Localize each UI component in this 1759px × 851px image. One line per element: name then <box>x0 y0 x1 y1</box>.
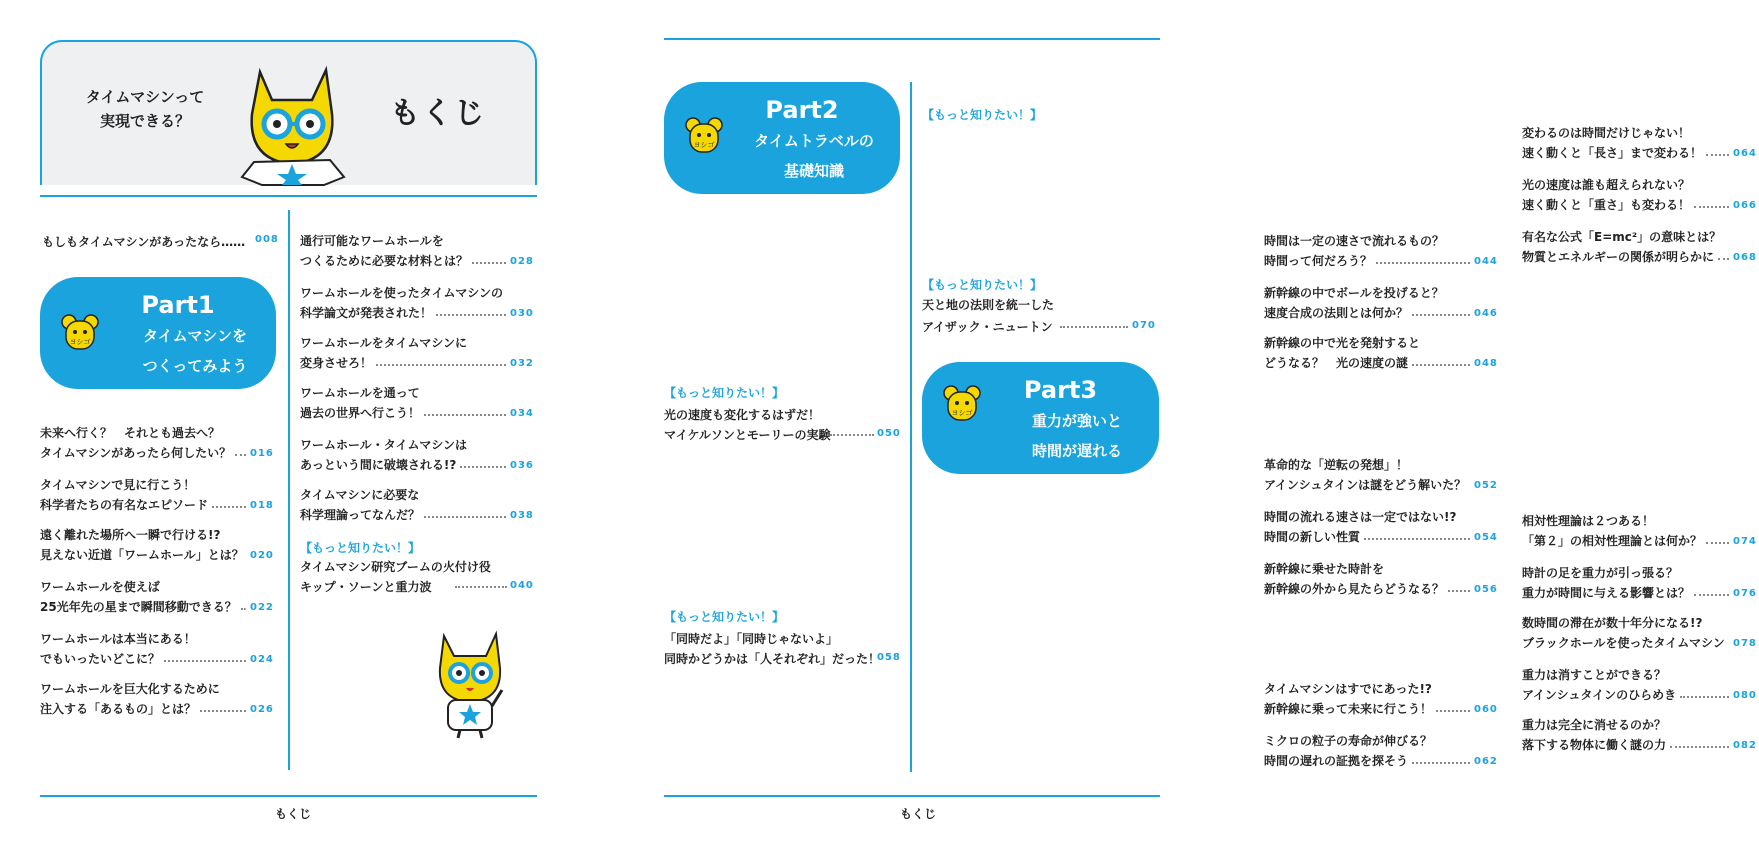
page-number: 050 <box>877 428 901 439</box>
part2-box <box>664 82 900 194</box>
part1-title-line2: つくってみよう <box>142 357 248 375</box>
toc-entry-line2: 注入する「あるもの」とは？ <box>40 702 197 716</box>
page-number: 044 <box>1474 256 1498 267</box>
toc-entry-line2: ブラックホールを使ったタイムマシン <box>1522 636 1725 650</box>
footer-line <box>40 795 537 797</box>
page-number: 046 <box>1474 308 1498 319</box>
toc-entry[interactable] <box>40 478 276 518</box>
svg-text:ヨシゴ: ヨシゴ <box>693 141 715 149</box>
toc-entry-line1: 相対性理論は２つある！ <box>1522 514 1655 528</box>
page-number: 078 <box>1733 638 1757 649</box>
toc-entry[interactable] <box>1522 718 1759 758</box>
toc-entry-line2: 時間って何だろう？ <box>1264 254 1373 268</box>
page-number: 054 <box>1474 532 1498 543</box>
column-divider <box>288 210 290 770</box>
dot-leader <box>1364 538 1470 540</box>
footer-label: もくじ <box>900 807 937 821</box>
toc-entry[interactable] <box>1522 178 1759 218</box>
dot-leader <box>1694 594 1729 596</box>
page-number: 062 <box>1474 756 1498 767</box>
toc-entry-line1: 重力は完全に消せるのか？ <box>1522 718 1667 732</box>
dot-leader <box>424 414 506 416</box>
more-line2: 同時かどうかは「人それぞれ」だった！ <box>664 652 881 666</box>
page-number: 060 <box>1474 704 1498 715</box>
toc-entry-line2: 科学論文が発表された！ <box>300 306 433 320</box>
page-number: 066 <box>1733 200 1757 211</box>
top-line <box>664 38 1160 40</box>
column-divider <box>910 82 912 772</box>
left-page <box>0 0 600 851</box>
page-number: 076 <box>1733 588 1757 599</box>
toc-entry-line2: 速く動くと「長さ」まで変わる！ <box>1522 146 1703 160</box>
toc-entry[interactable] <box>40 632 276 672</box>
toc-entry[interactable] <box>300 336 536 376</box>
toc-entry-line2: 科学者たちの有名なエピソード <box>40 498 209 512</box>
toc-entry[interactable] <box>40 682 276 722</box>
intro-entry <box>42 233 245 250</box>
toc-entry-line1: 重力は消すことができる？ <box>1522 668 1667 682</box>
page-number: 026 <box>250 704 274 715</box>
toc-entry-line2: 速く動くと「重さ」も変わる！ <box>1522 198 1691 212</box>
cat-mascot-icon <box>430 628 510 738</box>
dot-leader <box>830 434 874 436</box>
page-number: 028 <box>510 256 534 267</box>
toc-entry-line2: 物質とエネルギーの関係が明らかに <box>1522 250 1715 264</box>
dot-leader <box>1436 710 1470 712</box>
toc-entry[interactable] <box>1522 616 1759 656</box>
toc-entry-line1: ワームホールを通って <box>300 386 420 400</box>
dot-leader <box>1412 364 1470 366</box>
dot-leader <box>241 608 246 610</box>
toc-entry-line2: アインシュタインのひらめき <box>1522 688 1677 702</box>
part2-label: Part2 <box>765 96 839 124</box>
header-subtitle-line2: 実現できる？ <box>99 112 190 130</box>
toc-entry-line1: ワームホールを巨大化するために <box>40 682 220 696</box>
svg-text:ヨシゴ: ヨシゴ <box>951 409 973 417</box>
page-number: 040 <box>510 580 534 591</box>
part3-title-line2: 時間が遅れる <box>1031 442 1122 460</box>
more-heading: 【もっと知りたい！】 <box>922 278 1043 292</box>
toc-entry-line1: 有名な公式「E=mc²」の意味とは？ <box>1522 230 1722 244</box>
toc-entry-line1: ワームホール・タイムマシンは <box>300 438 467 452</box>
page-number: 056 <box>1474 584 1498 595</box>
toc-entry[interactable] <box>1264 734 1500 774</box>
toc-entry-line1: 通行可能なワームホールを <box>300 234 444 248</box>
dot-leader <box>460 466 506 468</box>
toc-entry[interactable] <box>1522 668 1759 708</box>
page-number: 034 <box>510 408 534 419</box>
toc-entry-line1: 新幹線の中でボールを投げると？ <box>1264 286 1444 300</box>
toc-entry-line1: 遠く離れた場所へ一瞬で行ける!? <box>40 528 221 542</box>
toc-entry-line2: あっという間に破壊される!? <box>300 458 457 472</box>
dot-leader <box>200 710 246 712</box>
more-line1: 天と地の法則を統一した <box>922 298 1055 312</box>
page-number: 032 <box>510 358 534 369</box>
part2-title-line2: 基礎知識 <box>783 162 844 180</box>
toc-entry-line1: ミクロの粒子の寿命が伸びる？ <box>1264 734 1433 748</box>
part1-title-line1: タイムマシンを <box>142 327 248 345</box>
part3-title <box>992 406 1162 466</box>
toc-entry-line2: 新幹線に乗って未来に行こう！ <box>1264 702 1433 716</box>
footer-label: もくじ <box>275 807 312 821</box>
part3-label: Part3 <box>1023 376 1098 404</box>
dot-leader <box>455 586 507 588</box>
part2-title-line1: タイムトラベルの <box>754 132 874 150</box>
toc-entry-line2: 科学理論ってなんだ？ <box>300 508 421 522</box>
bear-icon <box>684 116 724 156</box>
page-number: 016 <box>250 448 274 459</box>
divider <box>40 195 537 197</box>
toc-entry-line1: 数時間の滞在が数十年分になる!? <box>1522 616 1703 630</box>
part1-title <box>110 321 280 381</box>
header-subtitle-line1: タイムマシンって <box>85 88 205 106</box>
toc-entry-line1: 時計の足を重力が引っ張る？ <box>1522 566 1679 580</box>
toc-entry-line1: 変わるのは時間だけじゃない！ <box>1522 126 1691 140</box>
toc-entry[interactable] <box>40 528 276 568</box>
page-number: 070 <box>1132 320 1156 331</box>
toc-entry-line1: 新幹線に乗せた時計を <box>1264 562 1385 576</box>
header-subtitle <box>75 85 215 133</box>
toc-entry[interactable] <box>40 580 276 620</box>
page-number: 036 <box>510 460 534 471</box>
page-number: 074 <box>1733 536 1757 547</box>
page-number: 018 <box>250 500 274 511</box>
toc-entry[interactable] <box>300 234 536 274</box>
toc-entry-line2: 時間の新しい性質 <box>1264 530 1361 544</box>
toc-entry-line2: 重力が時間に与える影響とは？ <box>1522 586 1691 600</box>
more-heading: 【もっと知りたい！】 <box>664 610 785 624</box>
dot-leader <box>436 314 506 316</box>
page-number: 052 <box>1474 480 1498 491</box>
toc-entry-line2: でもいったいどこに？ <box>40 652 161 666</box>
toc-entry-line1: 革命的な「逆転の発想」！ <box>1264 458 1409 472</box>
toc-entry-line2: 「第２」の相対性理論とは何か？ <box>1522 534 1703 548</box>
dot-leader <box>1412 762 1470 764</box>
toc-entry-line1: ワームホールを使ったタイムマシンの <box>300 286 503 300</box>
toc-entry-line1: 未来へ行く？ それとも過去へ？ <box>40 426 221 440</box>
toc-entry[interactable] <box>300 386 536 426</box>
dot-leader <box>1694 206 1729 208</box>
toc-entry[interactable] <box>1264 336 1500 376</box>
bear-icon <box>60 313 100 353</box>
toc-entry[interactable] <box>300 438 536 478</box>
toc-entry-line2: 時間の遅れの証拠を探そう <box>1264 754 1409 768</box>
toc-entry-line2: アインシュタインは謎をどう解いた？ <box>1264 478 1467 492</box>
dot-leader <box>1680 696 1729 698</box>
part1-box <box>40 277 276 389</box>
toc-entry-line2: つくるために必要な材料とは？ <box>300 254 469 268</box>
dot-leader <box>1706 542 1729 544</box>
dot-leader <box>1706 154 1729 156</box>
page-number: 024 <box>250 654 274 665</box>
right-page <box>600 0 1757 851</box>
dot-leader <box>1448 590 1470 592</box>
cat-mascot-icon <box>232 52 352 185</box>
toc-entry-line2: 新幹線の外から見たらどうなる？ <box>1264 582 1445 596</box>
more-line1: 「同時だよ」「同時じゃないよ」 <box>664 632 839 646</box>
page-number: 038 <box>510 510 534 521</box>
toc-entry[interactable] <box>1522 514 1759 554</box>
page-number: 030 <box>510 308 534 319</box>
toc-entry-line1: 時間は一定の速さで流れるもの？ <box>1264 234 1445 248</box>
page-number: 048 <box>1474 358 1498 369</box>
toc-entry-line1: ワームホールは本当にある！ <box>40 632 196 646</box>
toc-entry[interactable] <box>1264 234 1500 274</box>
toc-entry-line2: 変身させろ！ <box>300 356 373 370</box>
toc-entry-line1: 時間の流れる速さは一定ではない!? <box>1264 510 1457 524</box>
toc-entry[interactable] <box>300 286 536 326</box>
page-number: 008 <box>255 234 279 245</box>
toc-entry[interactable] <box>1522 566 1759 606</box>
toc-entry[interactable] <box>1264 510 1500 550</box>
toc-entry-line1: ワームホールを使えば <box>40 580 160 594</box>
page-title: もくじ <box>390 96 486 131</box>
part2-title <box>724 126 904 186</box>
more-line2: キップ・ソーンと重力波 <box>300 580 432 594</box>
page-number: 022 <box>250 602 274 613</box>
more-heading: 【もっと知りたい！】 <box>300 541 421 555</box>
dot-leader <box>376 364 506 366</box>
toc-entry-line1: タイムマシンで見に行こう！ <box>40 478 196 492</box>
toc-entry-line1: タイムマシンに必要な <box>300 488 420 502</box>
toc-entry-line2: 25光年先の星まで瞬間移動できる？ <box>40 600 237 614</box>
footer-line <box>664 795 1160 797</box>
toc-entry-line2: 過去の世界へ行こう！ <box>300 406 421 420</box>
toc-entry[interactable] <box>1264 682 1500 722</box>
dot-leader <box>1060 326 1128 328</box>
toc-entry[interactable] <box>1264 286 1500 326</box>
dot-leader <box>1718 258 1729 260</box>
toc-entry-line1: 光の速度は誰も超えられない？ <box>1522 178 1691 192</box>
dot-leader <box>164 660 246 662</box>
dot-leader <box>235 454 246 456</box>
toc-entry[interactable] <box>1522 230 1759 270</box>
dot-leader <box>424 516 506 518</box>
toc-entry-line2: 見えない近道「ワームホール」とは？ <box>40 548 244 562</box>
more-line2: マイケルソンとモーリーの実験 <box>664 428 831 442</box>
dot-leader <box>1376 262 1470 264</box>
part3-box <box>922 362 1159 474</box>
page-number: 068 <box>1733 252 1757 263</box>
toc-entry[interactable] <box>1264 458 1500 498</box>
page-number: 080 <box>1733 690 1757 701</box>
svg-text:ヨシゴ: ヨシゴ <box>69 338 91 346</box>
toc-entry-line2: 落下する物体に働く謎の力 <box>1522 738 1667 752</box>
page-number: 082 <box>1733 740 1757 751</box>
dot-leader <box>212 506 246 508</box>
toc-entry-line1: ワームホールをタイムマシンに <box>300 336 467 350</box>
more-line2: アイザック・ニュートン <box>922 320 1053 334</box>
dot-leader <box>1412 314 1470 316</box>
dot-leader <box>472 262 506 264</box>
toc-entry[interactable] <box>300 488 536 528</box>
toc-entry[interactable] <box>1264 562 1500 602</box>
page-number: 020 <box>250 550 274 561</box>
part1-label: Part1 <box>141 291 215 319</box>
more-line1: 光の速度も変化するはずだ！ <box>664 408 821 422</box>
more-line1: タイムマシン研究ブームの火付け役 <box>300 560 491 574</box>
more-heading: 【もっと知りたい！】 <box>922 108 1043 122</box>
toc-entry-line2: タイムマシンがあったら何したい？ <box>40 446 232 460</box>
more-heading: 【もっと知りたい！】 <box>664 386 785 400</box>
page-number: 058 <box>877 652 901 663</box>
toc-entry[interactable] <box>1522 126 1759 166</box>
toc-entry[interactable] <box>40 426 276 466</box>
dot-leader <box>1670 746 1729 748</box>
toc-entry-line2: どうなる？ 光の速度の謎 <box>1264 356 1409 370</box>
toc-entry-line1: 新幹線の中で光を発射すると <box>1264 336 1421 350</box>
toc-entry-line2: 速度合成の法則とは何か？ <box>1264 306 1409 320</box>
page-number: 064 <box>1733 148 1757 159</box>
intro-text: もしもタイムマシンがあったなら…… <box>42 235 246 249</box>
bear-icon <box>942 384 982 424</box>
toc-entry-line1: タイムマシンはすでにあった!? <box>1264 682 1432 696</box>
part3-title-line1: 重力が強いと <box>1031 412 1122 430</box>
